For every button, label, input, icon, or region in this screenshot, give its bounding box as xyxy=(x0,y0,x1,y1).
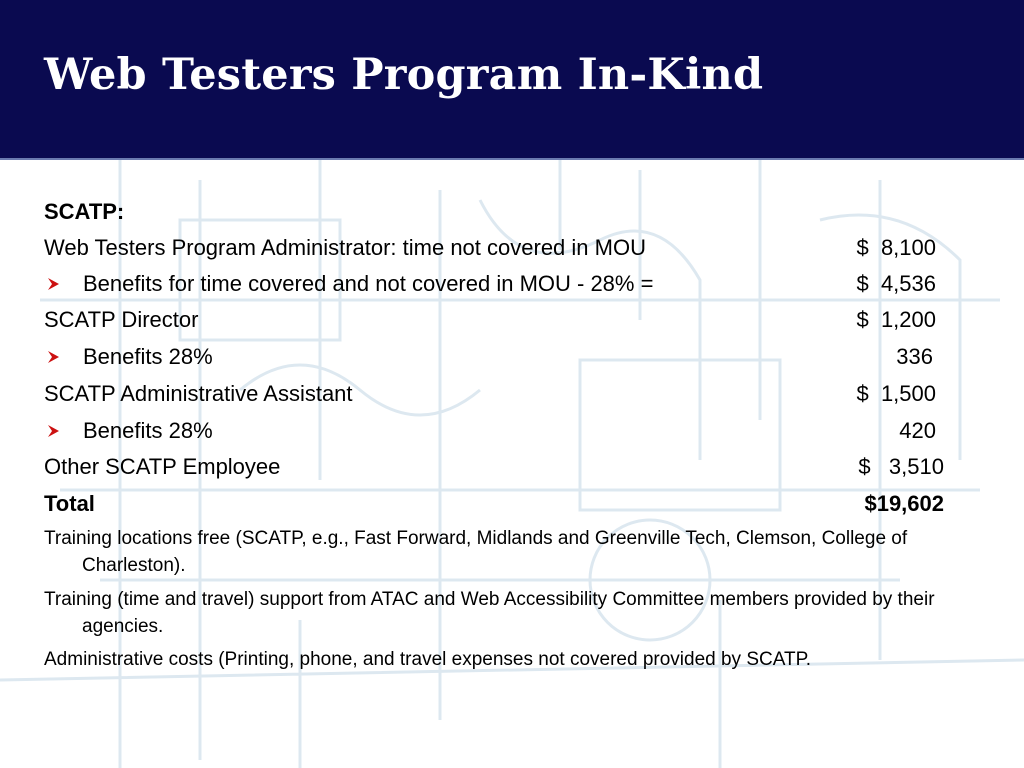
total-amount: $19,602 xyxy=(864,491,944,516)
total-row xyxy=(44,486,964,522)
line-item-label: SCATP Administrative Assistant xyxy=(44,381,353,406)
arrowhead-bullet-icon xyxy=(46,424,60,438)
line-item-label: SCATP Director xyxy=(44,307,199,332)
arrowhead-bullet-icon xyxy=(46,350,60,364)
line-item-amount: 336 xyxy=(896,344,933,369)
line-item-row xyxy=(44,449,964,485)
line-item-label: Benefits for time covered and not covered in MOU - 28% = xyxy=(83,271,654,296)
line-item-label: Benefits 28% xyxy=(83,344,213,369)
section-heading-row xyxy=(44,194,964,230)
line-item-row xyxy=(44,230,964,266)
total-label: Total xyxy=(44,491,95,516)
arrowhead-bullet-icon xyxy=(46,277,60,291)
line-item-label: Other SCATP Employee xyxy=(44,454,281,479)
line-item-row xyxy=(44,376,964,412)
line-item-row xyxy=(44,266,964,302)
line-item-amount: 420 xyxy=(899,418,936,443)
note-training-locations: Training locations free (SCATP, e.g., Fast Forward, Midlands and Greenville Tech, Clemson, College of Charleston). xyxy=(44,528,908,576)
line-item-amount: $ 3,510 xyxy=(858,454,944,479)
line-item-amount: $ 4,536 xyxy=(856,271,936,296)
line-item-amount: $ 8,100 xyxy=(856,235,936,260)
line-item-amount: $ 1,500 xyxy=(856,381,936,406)
line-item-amount: $ 1,200 xyxy=(856,307,936,332)
slide-content xyxy=(44,0,984,768)
line-item-row xyxy=(44,413,964,449)
line-item-row xyxy=(44,339,964,375)
line-item-label: Benefits 28% xyxy=(83,418,213,443)
note-administrative-costs: Administrative costs (Printing, phone, and travel expenses not covered provided by SCATP. xyxy=(44,649,812,670)
line-item-label: Web Testers Program Administrator: time not covered in MOU xyxy=(44,235,646,260)
note-training-support: Training (time and travel) support from ATAC and Web Accessibility Committee members provided by their agencies. xyxy=(44,589,935,637)
slide-title: Web Testers Program In-Kind xyxy=(44,50,764,100)
section-heading: SCATP: xyxy=(44,199,125,224)
line-item-row xyxy=(44,302,964,338)
